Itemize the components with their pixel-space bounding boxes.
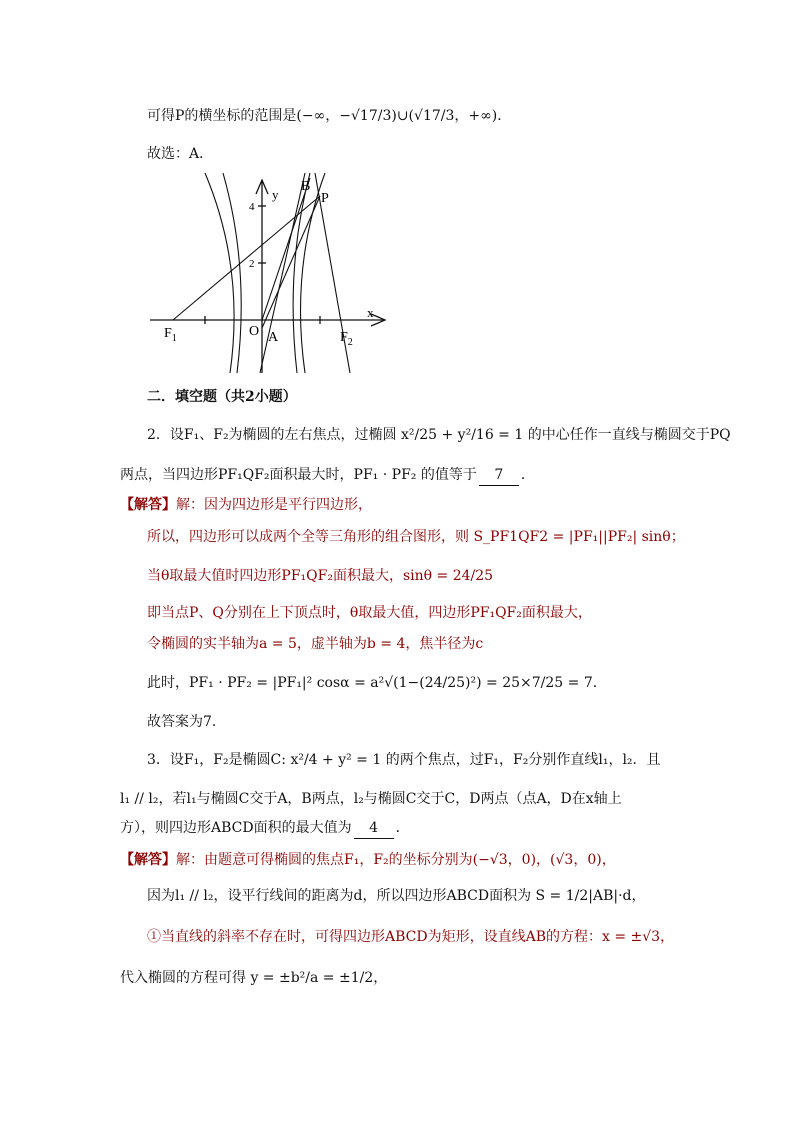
point-B: B [301, 179, 311, 194]
q3-answer: 4 [354, 818, 394, 839]
q3-line-2: l₁ // l₂，若l₁与椭圆C交于A，B两点，l₂与椭圆C交于C，D两点（点A，D在x轴上 [120, 791, 622, 807]
s2-line-1: 【解答】解：因为四边形是平行四边形， [120, 497, 372, 513]
range-line: 可得P的横坐标的范围是(−∞，−√17/3)∪(√17/3，+∞)． [147, 108, 512, 124]
tick-label-4: 4 [249, 201, 255, 213]
asymptote-1 [260, 173, 305, 373]
s2-line-2: 所以，四边形可以成两个全等三角形的组合图形，则 S_PF1QF2 = |PF₁||PF₂| sinθ； [147, 529, 685, 545]
point-F2: $F_2$ [340, 330, 353, 348]
point-P: P [321, 191, 329, 206]
x-axis-label: x [367, 305, 374, 320]
left-branch-inner [223, 173, 241, 373]
point-A: A [268, 330, 279, 345]
s2-line-5: 令椭圆的实半轴为a = 5，虚半轴为b = 4，焦半径为c [147, 636, 484, 652]
q3-line-3: 方），则四边形ABCD面积的最大值为 4 ． [120, 818, 410, 839]
q3-line-1: 3．设F₁，F₂是椭圆C: x²/4 + y² = 1 的两个焦点，过F₁，F₂分别作直线l₁，l₂．且 [147, 752, 661, 768]
s3-line-2: 因为l₁ // l₂，设平行线间的距离为d，所以四边形ABCD面积为 S = 1/2|AB|·d， [147, 888, 646, 904]
left-branch-outer [205, 173, 234, 373]
q2-line-1: 2．设F₁、F₂为椭圆的左右焦点，过椭圆 x²/25 + y²/16 = 1 的中心任作一直线与椭圆交于PQ [147, 427, 731, 443]
s3-line-4: 代入椭圆的方程可得 y = ±b²/a = ±1/2， [120, 970, 388, 986]
s3-line-1: 【解答】解：由题意可得椭圆的焦点F₁，F₂的坐标分别为(−√3，0)，(√3，0)， [120, 852, 616, 868]
y-axis-label: y [272, 187, 279, 202]
s2-line-6: 此时，PF₁ · PF₂ = |PF₁|² cosα = a²√(1−(24/25)²) = 25×7/25 = 7． [147, 675, 607, 691]
section-heading: 二．填空题（共2小题） [147, 389, 297, 405]
tick-label-2: 2 [249, 258, 255, 270]
s2-line-7: 故答案为7． [147, 714, 226, 730]
point-F1: $F_1$ [164, 326, 177, 344]
q2-answer: 7 [479, 465, 519, 486]
choice-line: 故选：A． [147, 146, 214, 162]
q2-line-2: 两点，当四边形PF₁QF₂面积最大时，PF₁ · PF₂ 的值等于 7 ． [120, 465, 535, 486]
line-PA [262, 196, 320, 328]
s2-line-4: 即当点P、Q分别在上下顶点时，θ取最大值，四边形PF₁QF₂面积最大， [147, 605, 592, 621]
s2-line-3: 当θ取最大值时四边形PF₁QF₂面积最大，sinθ = 24/25 [147, 568, 494, 584]
point-O: O [249, 324, 260, 339]
line-OB [262, 178, 310, 320]
hyperbola-figure [145, 168, 395, 378]
s3-line-3: ①当直线的斜率不存在时，可得四边形ABCD为矩形，设直线AB的方程：x = ±√3， [147, 929, 675, 945]
